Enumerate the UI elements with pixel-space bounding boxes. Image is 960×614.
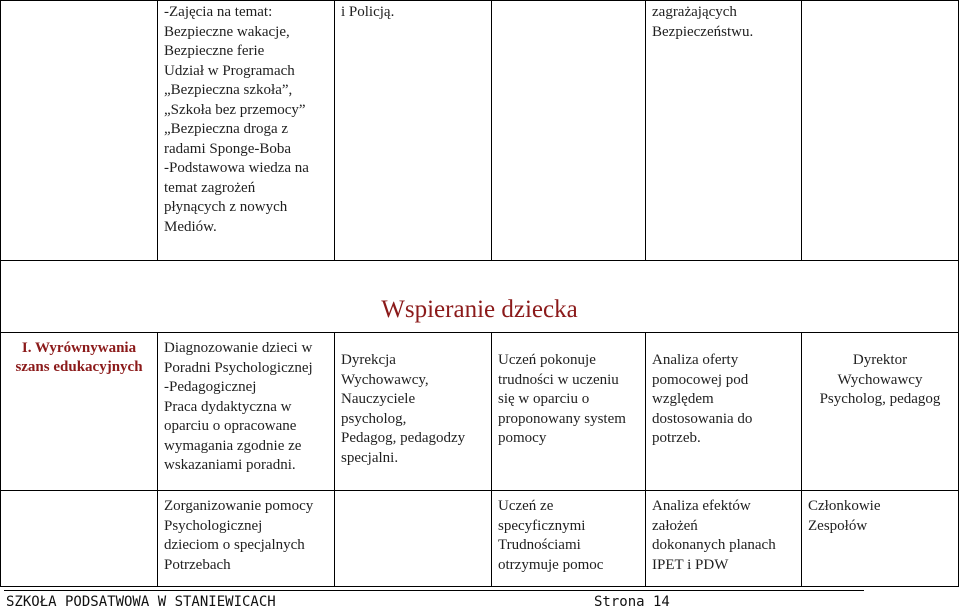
- text-line: dzieciom o specjalnych: [164, 537, 305, 553]
- text-line: „Szkoła bez przemocy”: [164, 101, 306, 118]
- text-line: specyficznymi: [498, 517, 586, 534]
- text-line: -Zajęcia na temat:: [164, 4, 273, 20]
- text-line: pomocy: [498, 430, 547, 446]
- text-line: wskazaniami poradni.: [164, 457, 296, 473]
- cell-responsible: [335, 491, 492, 587]
- text-line: Mediów.: [164, 218, 217, 235]
- text-line: otrzymuje pomoc: [498, 556, 604, 573]
- text-line: pomocowej pod: [652, 371, 749, 388]
- text-line: trudności w uczeniu: [498, 371, 619, 388]
- text-line: I. Wyrównywania: [21, 340, 137, 356]
- cell-task: [158, 491, 335, 587]
- footer-school-name: SZKOŁA PODSATWOWA W STANIEWICACH: [6, 594, 276, 610]
- text-line: Bezpieczeństwu.: [652, 23, 754, 40]
- cell-criteria: [492, 491, 646, 587]
- text-line: Dyrektor: [852, 352, 908, 368]
- text-line: Trudnościami: [498, 537, 581, 553]
- page-footer: [0, 590, 960, 614]
- section-heading: Wspieranie dziecka: [381, 296, 578, 323]
- text-line: temat zagrożeń: [164, 179, 256, 196]
- table-row: [1, 333, 959, 491]
- text-line: Dyrekcja: [341, 352, 396, 368]
- text-line: Potrzebach: [164, 556, 231, 573]
- text-line: Nauczyciele: [341, 391, 416, 407]
- cell-text: [808, 497, 952, 536]
- text-line: Bezpieczne ferie: [164, 43, 265, 59]
- cell-task: [158, 333, 335, 491]
- text-line: Poradni Psychologicznej: [164, 359, 313, 376]
- cell-empty: [802, 1, 959, 261]
- cell-cooperation: [335, 1, 492, 261]
- text-line: założeń: [652, 517, 698, 534]
- text-line: Psycholog, pedagog: [819, 391, 941, 407]
- text-line: „Bezpieczna droga z: [164, 121, 289, 137]
- cell-text: [341, 339, 485, 468]
- cell-text: [498, 339, 639, 449]
- cell-evaluators: [802, 333, 959, 491]
- section-heading-row: [1, 261, 959, 333]
- text-line: Udział w Programach: [164, 62, 295, 79]
- text-line: Pedagog, pedagodzy: [341, 430, 466, 446]
- text-line: się w oparciu o: [498, 391, 590, 407]
- cell-empty: [1, 491, 158, 587]
- cell-evaluation: [646, 333, 802, 491]
- cell-text: [652, 497, 795, 575]
- text-line: wymagania zgodnie ze: [164, 437, 302, 454]
- text-line: potrzeb.: [652, 430, 701, 446]
- text-line: Uczeń ze: [498, 498, 554, 514]
- text-line: IPET i PDW: [652, 556, 729, 573]
- cell-text: [808, 339, 952, 410]
- cell-text: [652, 339, 795, 449]
- text-line: Wychowawcy,: [341, 371, 429, 388]
- cell-text: [498, 497, 639, 575]
- text-line: radami Sponge-Boba: [164, 140, 292, 157]
- cell-text: [164, 339, 328, 476]
- text-line: Członkowie: [808, 498, 881, 514]
- cell-text: [341, 3, 485, 23]
- section-heading-cell: [1, 261, 959, 333]
- footer-page-number: Strona 14: [594, 594, 670, 610]
- cell-criteria: [646, 1, 802, 261]
- cell-text: [164, 497, 328, 575]
- text-line: płynących z nowych: [164, 199, 288, 215]
- table-row: [1, 491, 959, 587]
- cell-activities: [158, 1, 335, 261]
- cell-responsible: [335, 333, 492, 491]
- text-line: Zespołów: [808, 517, 868, 534]
- cell-text: [652, 3, 795, 42]
- text-line: Psychologicznej: [164, 517, 263, 534]
- text-line: Wychowawcy: [837, 371, 923, 388]
- text-line: Praca dydaktyczna w: [164, 398, 292, 415]
- text-line: oparciu o opracowane: [164, 418, 297, 434]
- text-line: specjalni.: [341, 449, 399, 466]
- text-line: szans edukacyjnych: [15, 359, 143, 375]
- text-line: psycholog,: [341, 410, 407, 427]
- text-line: Zorganizowanie pomocy: [164, 498, 314, 514]
- text-line: Analiza oferty: [652, 352, 739, 368]
- text-line: dokonanych planach: [652, 537, 776, 553]
- cell-criteria: [492, 333, 646, 491]
- text-line: dostosowania do: [652, 410, 753, 427]
- text-line: -Pedagogicznej: [164, 379, 257, 395]
- text-line: Analiza efektów: [652, 498, 751, 514]
- text-line: względem: [652, 391, 714, 407]
- cell-empty: [492, 1, 646, 261]
- text-line: Uczeń pokonuje: [498, 352, 596, 368]
- text-line: proponowany system: [498, 410, 626, 427]
- text-line: i Policją.: [341, 4, 395, 20]
- text-line: -Podstawowa wiedza na: [164, 160, 309, 176]
- cell-evaluators: [802, 491, 959, 587]
- cell-evaluation: [646, 491, 802, 587]
- cell-empty: [1, 1, 158, 261]
- text-line: Diagnozowanie dzieci w: [164, 340, 313, 356]
- text-line: Bezpieczne wakacje,: [164, 23, 290, 40]
- cell-area: [1, 333, 158, 491]
- area-title: [7, 339, 151, 377]
- table-row: [1, 1, 959, 261]
- footer-rule: [4, 590, 864, 591]
- text-line: zagrażających: [652, 4, 737, 20]
- cell-text: [164, 3, 328, 237]
- text-line: „Bezpieczna szkoła”,: [164, 82, 293, 98]
